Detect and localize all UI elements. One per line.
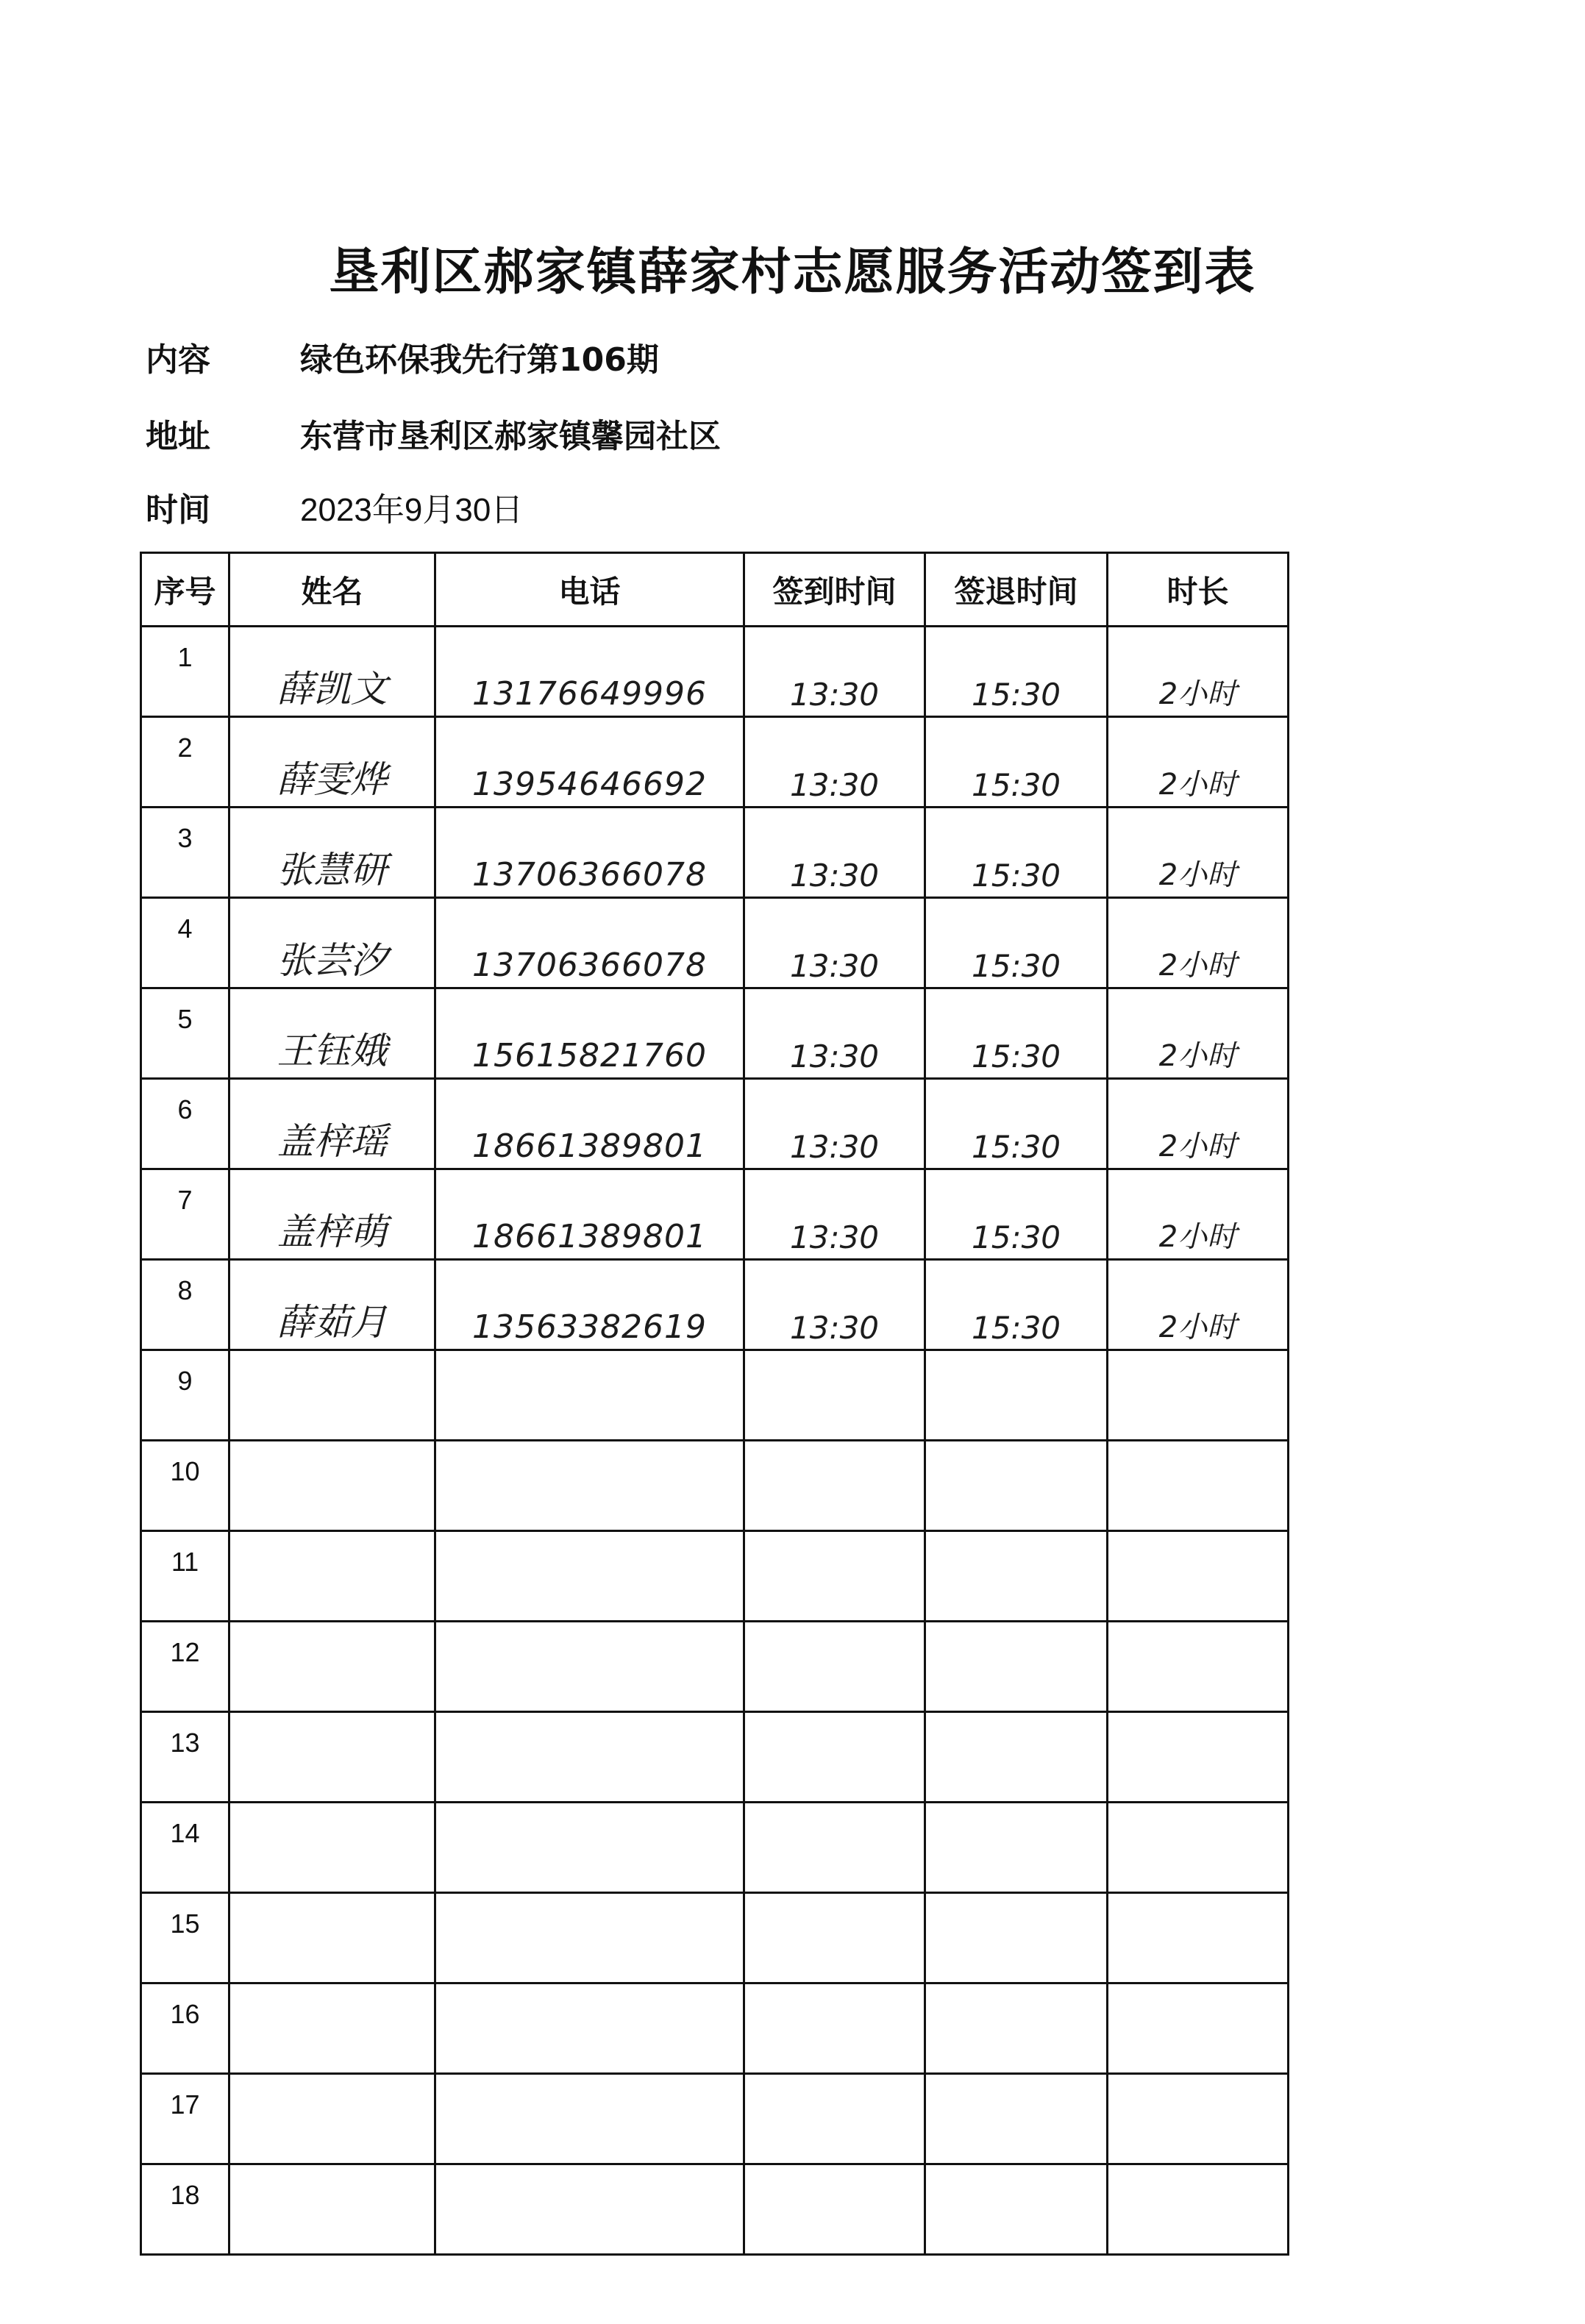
duration-cell: [1108, 1441, 1289, 1531]
row-number-cell: 12: [141, 1622, 229, 1712]
table-row: [141, 1803, 1289, 1893]
name-cell: 盖梓瑶: [229, 1079, 435, 1169]
sign-out-time-cell: [925, 1712, 1108, 1803]
sign-out-time-cell: [925, 1350, 1108, 1441]
phone-cell: [435, 1441, 744, 1531]
sign-out-time-cell: [925, 1622, 1108, 1712]
table-row: [141, 717, 1289, 808]
header-duration: 时长: [1108, 553, 1289, 627]
duration-cell: [1108, 1622, 1289, 1712]
name-cell: 薛雯烨: [229, 717, 435, 808]
duration-cell: 2小时: [1108, 1169, 1289, 1260]
name-cell: [229, 1441, 435, 1531]
sign-out-time-cell: [925, 1531, 1108, 1622]
sign-in-time-cell: [744, 1803, 925, 1893]
name-cell: 王钰娥: [229, 988, 435, 1079]
name-cell: [229, 1531, 435, 1622]
header-sign-out: 签退时间: [925, 553, 1108, 627]
row-number-cell: 9: [141, 1350, 229, 1441]
info-content-label: 内容: [146, 341, 210, 379]
row-number-cell: 13: [141, 1712, 229, 1803]
table-row: [141, 1983, 1289, 2074]
row-number-cell: 16: [141, 1983, 229, 2074]
row-number-cell: 1: [141, 627, 229, 717]
table-row: [141, 1079, 1289, 1169]
row-number-cell: 4: [141, 898, 229, 988]
table-row: [141, 1622, 1289, 1712]
row-number-cell: 15: [141, 1893, 229, 1983]
name-cell: [229, 1712, 435, 1803]
name-cell: 张慧研: [229, 808, 435, 898]
table-row: [141, 1531, 1289, 1622]
duration-cell: 2小时: [1108, 988, 1289, 1079]
header-phone: 电话: [435, 553, 744, 627]
sign-out-time-cell: 15:30: [925, 1169, 1108, 1260]
duration-cell: [1108, 1350, 1289, 1441]
name-cell: [229, 1350, 435, 1441]
info-address-value: 东营市垦利区郝家镇馨园社区: [300, 418, 721, 455]
info-time-value: 2023年9月30日: [300, 492, 524, 528]
table-row: [141, 1260, 1289, 1350]
sign-in-time-cell: 13:30: [744, 1169, 925, 1260]
row-number-cell: 3: [141, 808, 229, 898]
duration-cell: [1108, 1893, 1289, 1983]
duration-cell: 2小时: [1108, 808, 1289, 898]
sign-in-time-cell: 13:30: [744, 627, 925, 717]
sign-in-time-cell: [744, 1712, 925, 1803]
duration-cell: 2小时: [1108, 898, 1289, 988]
name-cell: [229, 1803, 435, 1893]
row-number-cell: 18: [141, 2164, 229, 2255]
table-row: [141, 1169, 1289, 1260]
table-row: [141, 2164, 1289, 2255]
phone-cell: [435, 1803, 744, 1893]
sign-in-time-cell: 13:30: [744, 988, 925, 1079]
sign-out-time-cell: [925, 1803, 1108, 1893]
sign-out-time-cell: 15:30: [925, 1079, 1108, 1169]
duration-cell: 2小时: [1108, 717, 1289, 808]
row-number-cell: 11: [141, 1531, 229, 1622]
duration-cell: [1108, 1983, 1289, 2074]
row-number-cell: 10: [141, 1441, 229, 1531]
row-number-cell: 14: [141, 1803, 229, 1893]
name-cell: [229, 1983, 435, 2074]
header-no: 序号: [141, 553, 229, 627]
row-number-cell: 7: [141, 1169, 229, 1260]
phone-cell: 13706366078: [435, 898, 744, 988]
duration-cell: 2小时: [1108, 627, 1289, 717]
phone-cell: [435, 1983, 744, 2074]
phone-cell: [435, 1531, 744, 1622]
phone-cell: 18661389801: [435, 1169, 744, 1260]
table-row: [141, 1712, 1289, 1803]
name-cell: [229, 1622, 435, 1712]
phone-cell: [435, 1893, 744, 1983]
header-name: 姓名: [229, 553, 435, 627]
name-cell: 薛凯文: [229, 627, 435, 717]
table-row: [141, 2074, 1289, 2164]
sign-in-table: [140, 552, 1289, 2256]
row-number-cell: 17: [141, 2074, 229, 2164]
table-row: [141, 808, 1289, 898]
sign-out-time-cell: [925, 1441, 1108, 1531]
phone-cell: [435, 1350, 744, 1441]
name-cell: [229, 2074, 435, 2164]
phone-cell: [435, 2164, 744, 2255]
table-row: [141, 1350, 1289, 1441]
sign-out-time-cell: 15:30: [925, 627, 1108, 717]
duration-cell: 2小时: [1108, 1260, 1289, 1350]
sign-in-time-cell: 13:30: [744, 808, 925, 898]
name-cell: 张芸汐: [229, 898, 435, 988]
row-number-cell: 8: [141, 1260, 229, 1350]
duration-cell: [1108, 1712, 1289, 1803]
sign-in-time-cell: 13:30: [744, 898, 925, 988]
sign-in-time-cell: 13:30: [744, 1079, 925, 1169]
row-number-cell: 2: [141, 717, 229, 808]
table-row: [141, 898, 1289, 988]
phone-cell: 13706366078: [435, 808, 744, 898]
duration-cell: [1108, 2164, 1289, 2255]
duration-cell: [1108, 1803, 1289, 1893]
table-row: [141, 988, 1289, 1079]
phone-cell: 13563382619: [435, 1260, 744, 1350]
sign-out-time-cell: [925, 1893, 1108, 1983]
table-header-row: [141, 553, 1289, 627]
table-row: [141, 627, 1289, 717]
sign-out-time-cell: 15:30: [925, 898, 1108, 988]
duration-cell: [1108, 2074, 1289, 2164]
sign-out-time-cell: 15:30: [925, 988, 1108, 1079]
duration-cell: 2小时: [1108, 1079, 1289, 1169]
sign-out-time-cell: 15:30: [925, 808, 1108, 898]
document-title: 垦利区郝家镇薛家村志愿服务活动签到表: [329, 243, 1256, 302]
sign-in-time-cell: [744, 1350, 925, 1441]
sign-in-time-cell: [744, 1893, 925, 1983]
table-row: [141, 1441, 1289, 1531]
info-address-label: 地址: [146, 418, 210, 455]
duration-cell: [1108, 1531, 1289, 1622]
phone-cell: [435, 2074, 744, 2164]
phone-cell: 13954646692: [435, 717, 744, 808]
name-cell: [229, 2164, 435, 2255]
sign-out-time-cell: [925, 2164, 1108, 2255]
sign-in-time-cell: [744, 1531, 925, 1622]
sign-in-time-cell: [744, 1622, 925, 1712]
info-time-label: 时间: [146, 491, 210, 529]
table-row: [141, 1893, 1289, 1983]
sign-in-time-cell: 13:30: [744, 717, 925, 808]
sign-in-time-cell: [744, 1441, 925, 1531]
sign-out-time-cell: 15:30: [925, 717, 1108, 808]
phone-cell: 18661389801: [435, 1079, 744, 1169]
sign-in-time-cell: 13:30: [744, 1260, 925, 1350]
sign-out-time-cell: [925, 2074, 1108, 2164]
phone-cell: [435, 1712, 744, 1803]
sign-in-time-cell: [744, 2074, 925, 2164]
phone-cell: 13176649996: [435, 627, 744, 717]
phone-cell: [435, 1622, 744, 1712]
sign-out-time-cell: 15:30: [925, 1260, 1108, 1350]
info-content-value: 绿色环保我先行第106期: [300, 341, 659, 379]
table-body: [141, 627, 1289, 2255]
name-cell: [229, 1893, 435, 1983]
sign-in-time-cell: [744, 2164, 925, 2255]
name-cell: 薛茹月: [229, 1260, 435, 1350]
row-number-cell: 6: [141, 1079, 229, 1169]
header-sign-in: 签到时间: [744, 553, 925, 627]
row-number-cell: 5: [141, 988, 229, 1079]
sign-in-time-cell: [744, 1983, 925, 2074]
name-cell: 盖梓萌: [229, 1169, 435, 1260]
phone-cell: 15615821760: [435, 988, 744, 1079]
sign-out-time-cell: [925, 1983, 1108, 2074]
